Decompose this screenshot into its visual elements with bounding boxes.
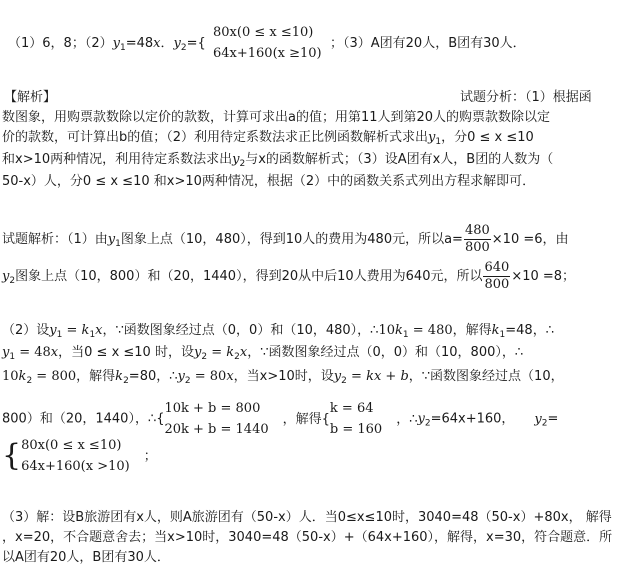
fraction-480-800: $\frac{480}{800}$ xyxy=(464,223,490,255)
solution-line-2: $y_2$图象上点（10，800）和（20，1440），得到20从中后10人费用为640元，所以 $\frac{640}{800}$ ×10 =8； xyxy=(2,260,576,292)
part3-line-1: （3）解：设B旅游团有x人，则A旅游团有（50-x）人．当0≤x≤10时，3040=48（50-x）+80x， 解得 xyxy=(2,510,612,525)
solution-system: k = 64 b = 160 xyxy=(329,401,383,437)
answer-part-1: （1）6，8；（2） xyxy=(8,36,113,51)
analysis-line-4: 50-x）人，分0 ≤ x ≤10 和x>10两种情况，根据（2）中的函数关系式列出方程求解即可． xyxy=(2,174,536,189)
part3-line-2: ，x=20，不合题意舍去；当x>10时，3040=48（50-x）+（64x+160），解得，x=30，符合题意．所 xyxy=(2,530,613,545)
part2-line-2: $y_1 = 48x$，当0 ≤ x ≤10 时，设$y_2 = k_2x$，∵函数图象经过点（0，0）和（10，800），∴ xyxy=(2,345,524,362)
analysis-heading: 【解析】 xyxy=(4,90,57,105)
analysis-heading-right: 试题分析：（1）根据函 xyxy=(460,90,592,105)
part3-line-3: 以A团有20人，B团有30人． xyxy=(2,550,170,565)
piecewise-result: { 80x(0 ≤ x ≤10) 64x+160(x >10) ； xyxy=(2,435,157,478)
fraction-640-800: $\frac{640}{800}$ xyxy=(484,260,510,292)
solution-line-1: 试题解析：（1）由$y_1$图象上点（10，480），得到10人的费用为480元，所以a= $\frac{480}{800}$ ×10 =6，由 xyxy=(2,223,569,255)
answer-part-3: ；（3）A团有20人，B团有30人． xyxy=(330,36,526,51)
answer-line: （1）6，8；$(2)y_1=48x$．$y_2=${ xyxy=(8,36,206,53)
y2-open: ={ xyxy=(186,36,206,51)
analysis-line-2: 价的款数，可计算出b的值；（2）利用待定系数法求正比例函数解析式求出$y_1$，分0 ≤ x ≤10 xyxy=(2,130,534,147)
piecewise-function: 80x(0 ≤ x ≤10) 64x+160(x >10) xyxy=(21,438,130,474)
part2-line-3: $10k_2 = 800$，解得$k_2=80$，$\therefore y_2 = 80x$，当x>10时，设$y_2$ = kx + b，∵函数图象经过点（10， xyxy=(2,369,564,386)
analysis-line-3: 和x>10两种情况，利用待定系数法求出$y_2$与x的函数解析式；（3）设A团有x人，B团的人数为（ xyxy=(2,152,554,169)
y1-formula: =48x．$y_2$ xyxy=(125,36,187,53)
part2-line-4: 800）和（20，1440），∴{ 10k + b = 800 20k + b = 1440 ，解得{ k = 64 b = 160 ，$\therefore y_2=64x+160$， $y_2=$ xyxy=(2,398,558,445)
answer-piece-2: 64x+160(x ≥10) xyxy=(213,46,322,61)
answer-piecewise xyxy=(213,22,322,64)
equation-system: 10k + b = 800 20k + b = 1440 xyxy=(164,401,269,437)
brace-icon: { xyxy=(2,438,22,473)
answer-piece-1: 80x(0 ≤ x ≤10) xyxy=(213,25,314,40)
part2-line-1: （2）设$y_1 = k_1x$，∵函数图象经过点（0，0）和（10，480），$\therefore 10k_1 = 480$，解得$k_1=48$，∴ xyxy=(2,323,554,340)
analysis-line-1: 数图象，用购票款数除以定价的款数，计算可求出a的值；用第11人到第20人的购票款数除以定 xyxy=(2,110,551,125)
y1-symbol: y xyxy=(112,36,120,51)
